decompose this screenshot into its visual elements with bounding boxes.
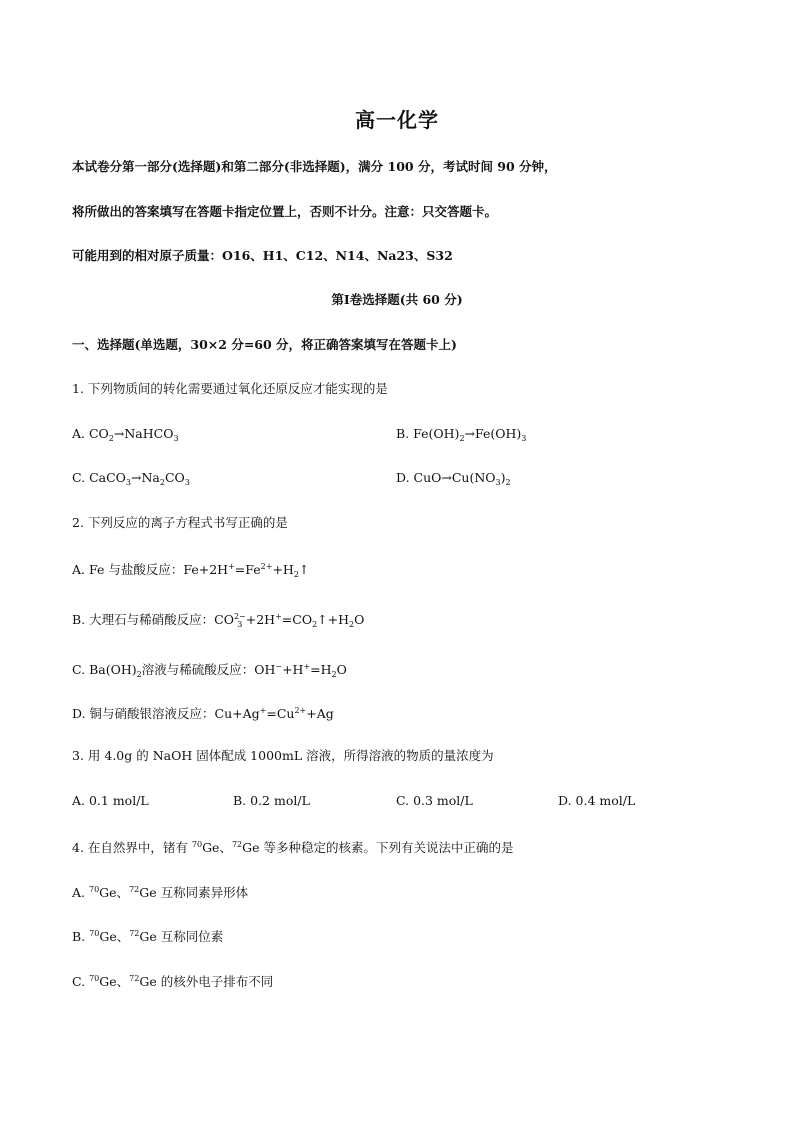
question-1-option-a: A. $CO_2\to NaHCO_3$ <box>72 426 179 443</box>
question-4-stem: 4. 在自然界中，锗有 $^{70}$Ge、$^{72}$Ge 等多种稳定的核素。下列有关说法中正确的是 <box>72 840 514 855</box>
question-3-option-d: D. 0.4 mol/L <box>558 793 636 808</box>
section-title: 第Ⅰ卷选择题(共 60 分) <box>331 292 463 307</box>
question-2-option-d: D. 铜与硝酸银溶液反应：$Cu+Ag^+=Cu^{2+}+Ag$ <box>72 706 334 721</box>
question-3-option-b: B. 0.2 mol/L <box>233 793 310 808</box>
question-1-option-d: D. $CuO\to Cu(NO_3)_2$ <box>396 470 511 487</box>
question-4-option-c: C. $^{70}$Ge、$^{72}$Ge 的核外电子排布不同 <box>72 974 274 989</box>
question-2-option-c: C. $Ba(OH)_2$溶液与稀硫酸反应：$OH^-+H^+=H_2O$ <box>72 662 347 679</box>
question-3-option-a: A. 0.1 mol/L <box>72 793 149 808</box>
question-3-stem: 3. 用 4.0g 的 NaOH 固体配成 1000mL 溶液，所得溶液的物质的量浓度为 <box>72 748 494 763</box>
question-4-option-b: B. $^{70}$Ge、$^{72}$Ge 互称同位素 <box>72 929 224 944</box>
question-2-option-b: B. 大理石与稀硝酸反应：CO 2− 3 $+2H^+=CO_2↑+H_2O$ <box>72 611 365 629</box>
part1-heading: 一、选择题(单选题，30×2 分=60 分，将正确答案填写在答题卡上) <box>72 337 457 352</box>
question-1-option-b: B. $Fe(OH)_2\to Fe(OH)_3$ <box>396 426 527 443</box>
question-1-stem: 1. 下列物质间的转化需要通过氧化还原反应才能实现的是 <box>72 381 388 396</box>
question-4-option-a: A. $^{70}$Ge、$^{72}$Ge 互称同素异形体 <box>72 885 249 900</box>
question-2-option-a: A. Fe 与盐酸反应：$Fe+2H^+=Fe^{2+}+H_2↑$ <box>72 562 310 579</box>
intro-line-3: 可能用到的相对原子质量：O16、H1、C12、N14、Na23、S32 <box>72 248 453 263</box>
question-3-option-c: C. 0.3 mol/L <box>396 793 473 808</box>
question-1-option-c: C. $CaCO_3\to Na_2CO_3$ <box>72 470 190 487</box>
question-2-stem: 2. 下列反应的离子方程式书写正确的是 <box>72 515 288 530</box>
intro-line-1: 本试卷分第一部分(选择题)和第二部分(非选择题)，满分 100 分，考试时间 90 分钟， <box>72 159 557 174</box>
page-title: 高一化学 <box>355 108 439 132</box>
intro-line-2: 将所做出的答案填写在答题卡指定位置上，否则不计分。注意：只交答题卡。 <box>72 204 498 219</box>
